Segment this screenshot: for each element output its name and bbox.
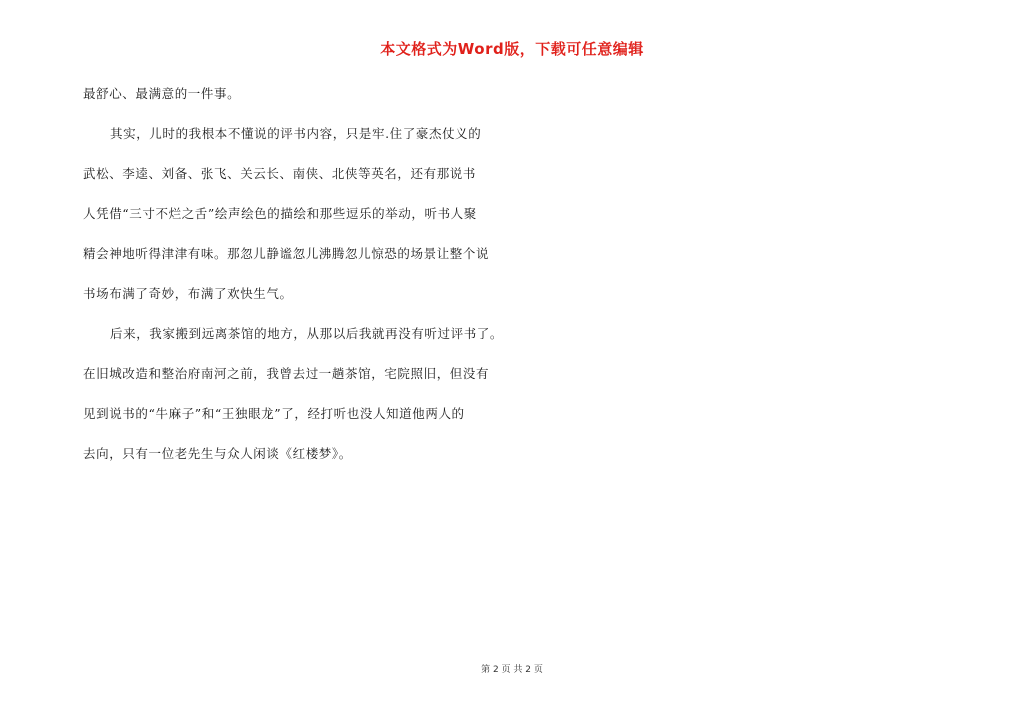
paragraph-line: 最舒心、最满意的一件事。: [83, 86, 241, 101]
paragraph-line: 精会神地听得津津有味。那忽儿静谧忽儿沸腾忽儿惊恐的场景让整个说: [83, 246, 490, 261]
paragraph-line: 书场布满了奇妙，布满了欢快生气。: [83, 286, 293, 301]
paragraph-line: 见到说书的“牛麻子”和“王独眼龙”了，经打听也没人知道他两人的: [83, 406, 465, 421]
document-header-title: 本文格式为Word版，下载可任意编辑: [380, 40, 644, 58]
paragraph-line: 人凭借“三寸不烂之舌”绘声绘色的描绘和那些逗乐的举动，听书人聚: [83, 206, 477, 221]
paragraph-line: 武松、李逵、刘备、张飞、关云长、南侠、北侠等英名，还有那说书: [83, 166, 477, 181]
paragraph-line: 去向，只有一位老先生与众人闲谈《红楼梦》。: [83, 446, 352, 461]
paragraph-line: 在旧城改造和整治府南河之前，我曾去过一趟茶馆，宅院照旧，但没有: [83, 366, 490, 381]
paragraph-line: 其实，儿时的我根本不懂说的评书内容，只是牢.住了豪杰仗义的: [110, 126, 482, 141]
paragraph-line: 后来，我家搬到远离茶馆的地方，从那以后我就再没有听过评书了。: [110, 326, 504, 341]
page-number: 第 2 页 共 2 页: [481, 665, 543, 675]
